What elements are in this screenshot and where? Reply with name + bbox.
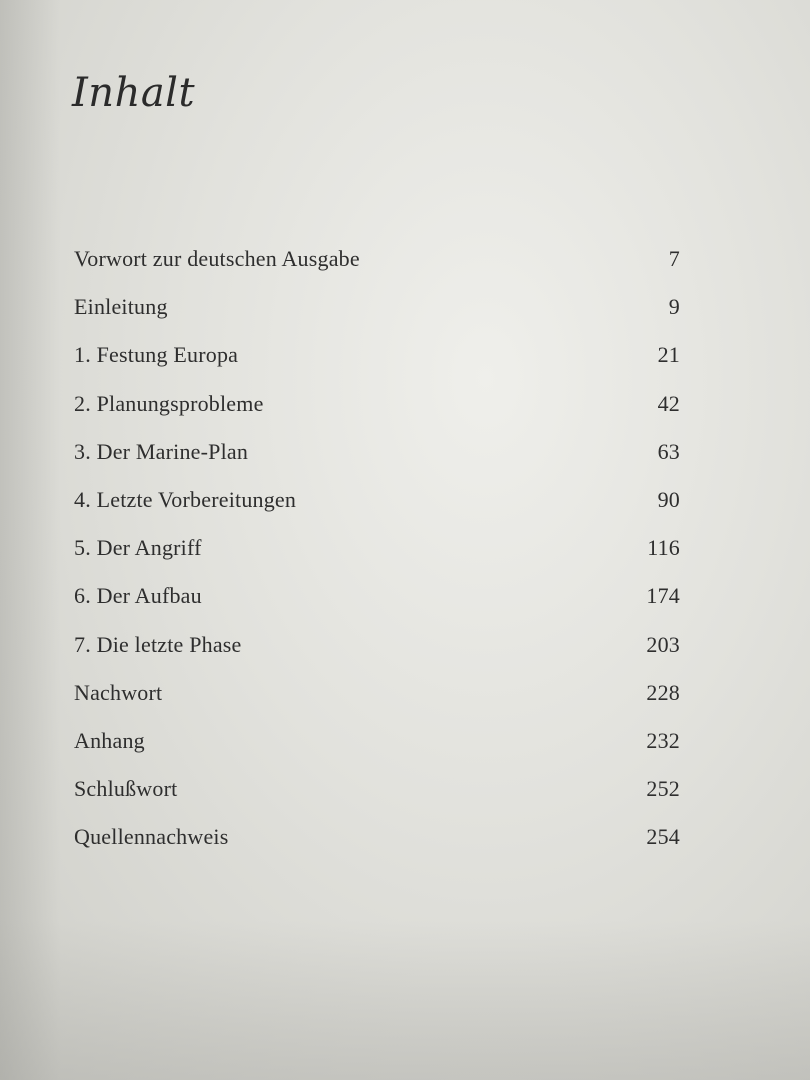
toc-entry [74,535,680,583]
toc-entry-page: 116 [647,535,680,561]
toc-entry-title: 3. Der Marine-Plan [74,438,249,464]
toc-entry [74,391,680,439]
toc-entry [74,439,680,487]
toc-entry [74,824,680,872]
toc-entry-page: 21 [657,342,680,368]
toc-entry-page: 228 [646,679,680,705]
toc-entry-page: 232 [646,727,680,753]
toc-entry-title: Schlußwort [74,776,178,802]
toc-entry-page: 42 [657,390,680,416]
toc-entry-title: 1. Festung Europa [74,342,239,368]
toc-entry-title: Einleitung [74,294,168,320]
toc-entry [74,342,680,390]
toc-entry-page: 254 [646,824,680,850]
toc-entry-page: 90 [657,486,680,512]
toc-entry-title: Nachwort [74,679,163,705]
toc-entry [74,583,680,631]
toc-entry-title: Anhang [74,727,145,753]
toc-entry-page: 252 [646,776,680,802]
toc-entry-title: 6. Der Aufbau [74,583,202,609]
toc-entry [74,776,680,824]
toc-entry [74,487,680,535]
toc-entry-title: 4. Letzte Vorbereitungen [74,486,297,512]
page-title: Inhalt [72,70,196,116]
toc-entry-title: 7. Die letzte Phase [74,631,242,657]
toc-entry-page: 203 [646,631,680,657]
toc-entry-page: 63 [657,438,680,464]
toc-entry-page: 174 [646,583,680,609]
toc-entry-title: 5. Der Angriff [74,535,202,561]
toc-entry [74,246,680,294]
toc-entry-page: 9 [668,294,680,320]
toc-entry-title: Vorwort zur deutschen Ausgabe [74,246,360,271]
toc-entry [74,294,680,342]
toc-entry-title: 2. Planungsprobleme [74,390,264,416]
toc-entry-page: 7 [668,246,680,271]
toc-entry [74,632,680,680]
toc-entry [74,680,680,728]
toc-entry-title: Quellennachweis [74,824,229,850]
toc-entry [74,728,680,776]
table-of-contents [74,246,680,872]
